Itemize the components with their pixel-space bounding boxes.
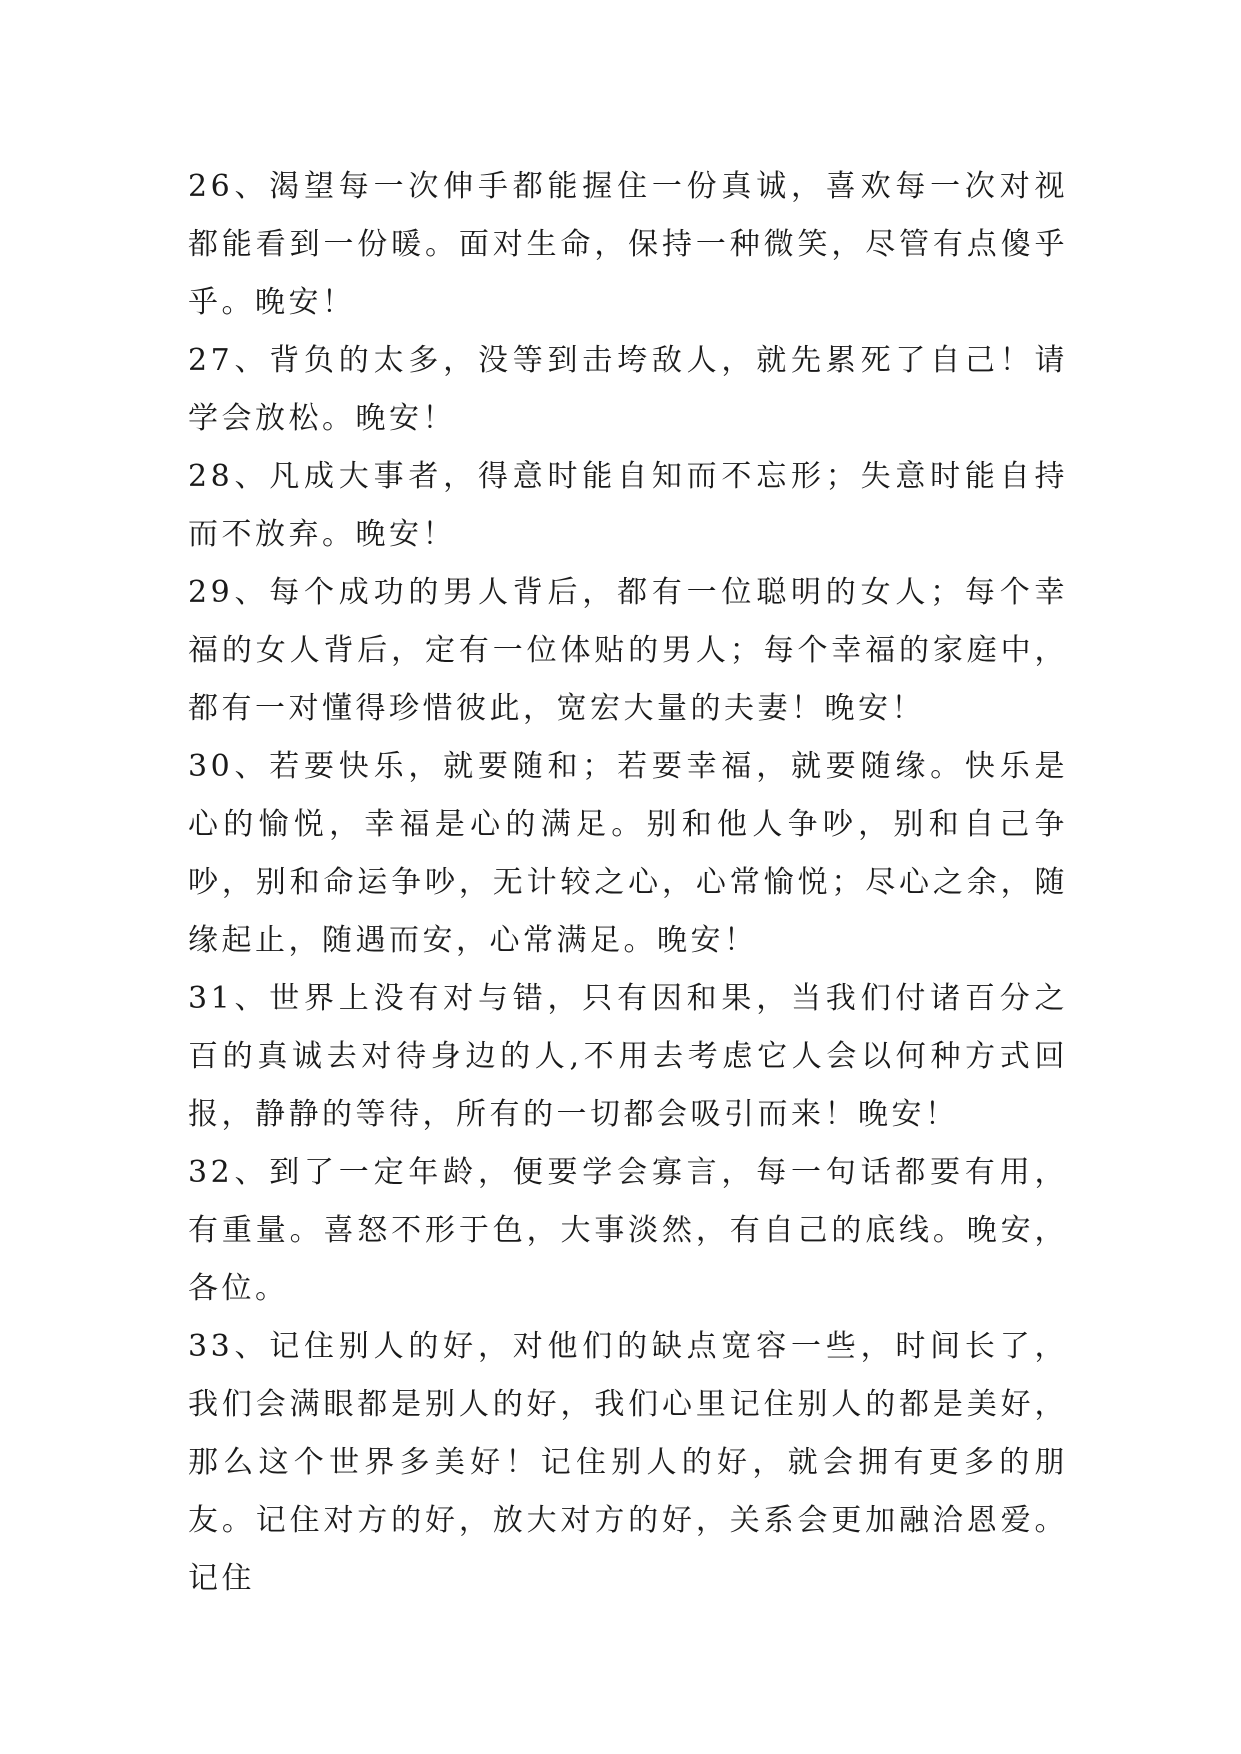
paragraph-27: 27、背负的太多，没等到击垮敌人，就先累死了自己！请学会放松。晚安！ <box>188 343 1068 436</box>
paragraph-30: 30、若要快乐，就要随和；若要幸福，就要随缘。快乐是心的愉悦，幸福是心的满足。别和他人争吵，别和自己争吵，别和命运争吵，无计较之心，心常愉悦；尽心之余，随缘起止，随遇而安，心常满足。晚安！ <box>188 749 1068 958</box>
document-body <box>188 158 1068 1608</box>
paragraph-32: 32、到了一定年龄，便要学会寡言，每一句话都要有用，有重量。喜怒不形于色，大事淡然，有自己的底线。晚安，各位。 <box>188 1155 1068 1306</box>
paragraph-31: 31、世界上没有对与错，只有因和果，当我们付诸百分之百的真诚去对待身边的人,不用去考虑它人会以何种方式回报，静静的等待，所有的一切都会吸引而来！晚安！ <box>188 981 1068 1132</box>
paragraph-28: 28、凡成大事者，得意时能自知而不忘形；失意时能自持而不放弃。晚安！ <box>188 459 1068 552</box>
paragraph-26: 26、渴望每一次伸手都能握住一份真诚，喜欢每一次对视都能看到一份暖。面对生命，保持一种微笑，尽管有点傻乎乎。晚安！ <box>188 169 1068 320</box>
paragraph-33: 33、记住别人的好，对他们的缺点宽容一些，时间长了，我们会满眼都是别人的好，我们心里记住别人的都是美好，那么这个世界多美好！记住别人的好，就会拥有更多的朋友。记住对方的好，放大对方的好，关系会更加融洽恩爱。记住 <box>188 1329 1068 1596</box>
paragraph-29: 29、每个成功的男人背后，都有一位聪明的女人；每个幸福的女人背后，定有一位体贴的男人；每个幸福的家庭中，都有一对懂得珍惜彼此，宽宏大量的夫妻！晚安！ <box>188 575 1068 726</box>
